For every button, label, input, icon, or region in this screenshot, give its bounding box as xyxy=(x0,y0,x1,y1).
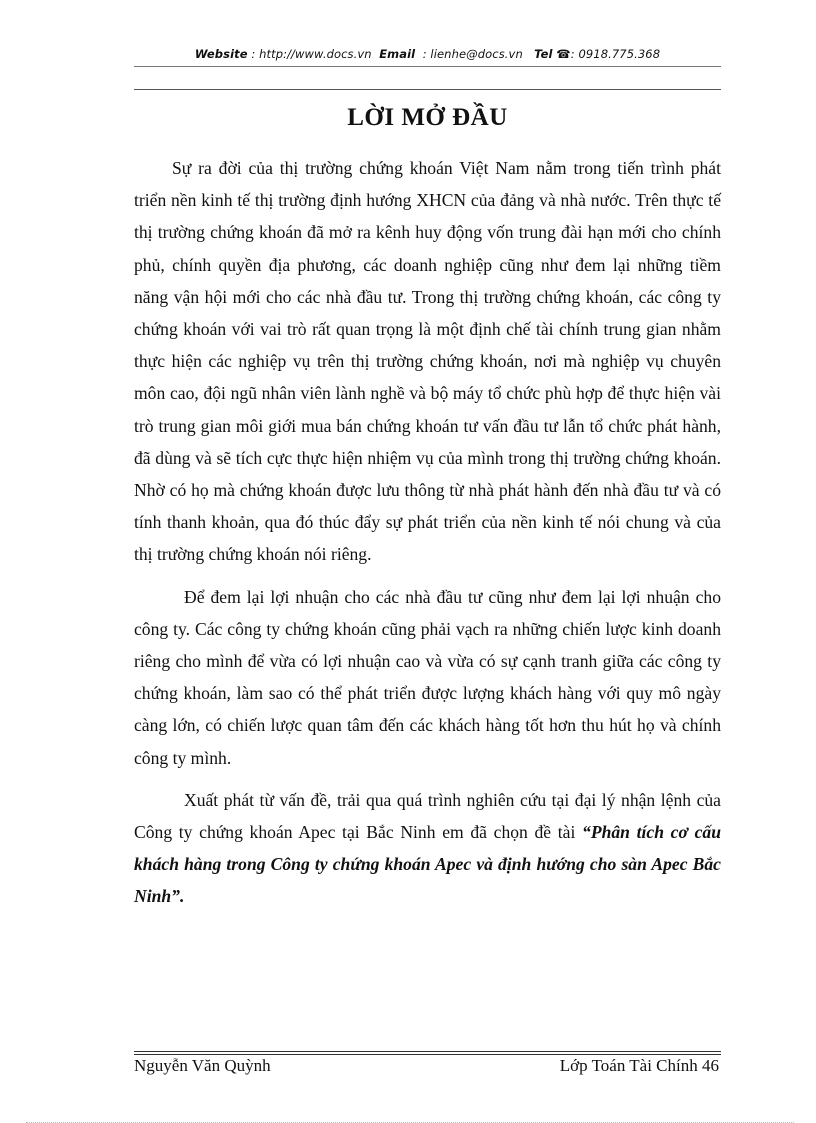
paragraph-1: Sự ra đời của thị trường chứng khoán Việt Nam nằm trong tiến trình phát triển nền kinh tế thị trường định hướng XHCN của đảng và nhà nước. Trên thực tế thị trường chứng khoán đã mở ra kênh huy động vốn trung đài hạn mới cho chính phủ, chính quyền địa phương, các doanh nghiệp cũng như đem lại những tiềm năng vận hội mới cho các nhà đầu tư. Trong thị trường chứng khoán, các công ty chứng khoán với vai trò rất quan trọng là một định chế tài chính trung gian nhằm thực hiện các nghiệp vụ trên thị trường chứng khoán, nơi mà nghiệp vụ chuyên môn cao, đội ngũ nhân viên lành nghề và bộ máy tổ chức phù hợp để thực hiện vài trò trung gian môi giới mua bán chứng khoán tư vấn đầu tư lẫn tổ chức phát hành, đã dùng và sẽ tích cực thực hiện nhiệm vụ của mình trong thị trường chứng khoán. Nhờ có họ mà chứng khoán được lưu thông từ nhà phát hành đến nhà đầu tư và có tính thanh khoản, qua đó thúc đẩy sự phát triển của nền kinh tế nói chung và của thị trường chứng khoán nói riêng. xyxy=(134,158,721,565)
tel-label: Tel xyxy=(534,47,553,61)
page-header xyxy=(134,47,721,61)
header-divider-2 xyxy=(134,89,721,90)
tel-value: : 0918.775.368 xyxy=(570,47,661,61)
footer-class: Lớp Toán Tài Chính 46 xyxy=(559,1056,719,1075)
page-title: LỜI MỞ ĐẦU xyxy=(347,104,508,131)
footer-divider xyxy=(134,1051,721,1055)
footer-author: Nguyễn Văn Quỳnh xyxy=(134,1056,271,1075)
email-label: Email xyxy=(379,47,416,61)
document-body xyxy=(134,152,721,913)
thesis-title: “Phân tích cơ cấu khách hàng trong Công ty chứng khoán Apec và định hướng cho sàn Apec Bắc Ninh”. xyxy=(134,822,721,907)
website-value[interactable]: : http://www.docs.vn xyxy=(251,47,372,61)
header-divider xyxy=(134,66,721,67)
paragraph-3 xyxy=(134,784,721,913)
website-label: Website xyxy=(194,47,248,61)
email-value[interactable]: : lienhe@docs.vn xyxy=(422,47,523,61)
paragraph-3-text: Xuất phát từ vấn đề, trải qua quá trình nghiên cứu tại đại lý nhận lệnh của Công ty chứng khoán Apec tại Bắc Ninh em đã chọn đề tài xyxy=(134,789,721,843)
paragraph-2: Để đem lại lợi nhuận cho các nhà đầu tư cũng như đem lại lợi nhuận cho công ty. Các công ty chứng khoán cũng phải vạch ra những chiến lược kinh doanh riêng cho mình để vừa có lợi nhuận cao và vừa có sự cạnh tranh giữa các công ty chứng khoán, làm sao có thể phát triển được lượng khách hàng với quy mô ngày càng lớn, có chiến lược quan tâm đến các khách hàng tốt hơn thu hút họ và chính công ty mình. xyxy=(134,586,721,768)
phone-icon: ☎ xyxy=(556,47,571,61)
